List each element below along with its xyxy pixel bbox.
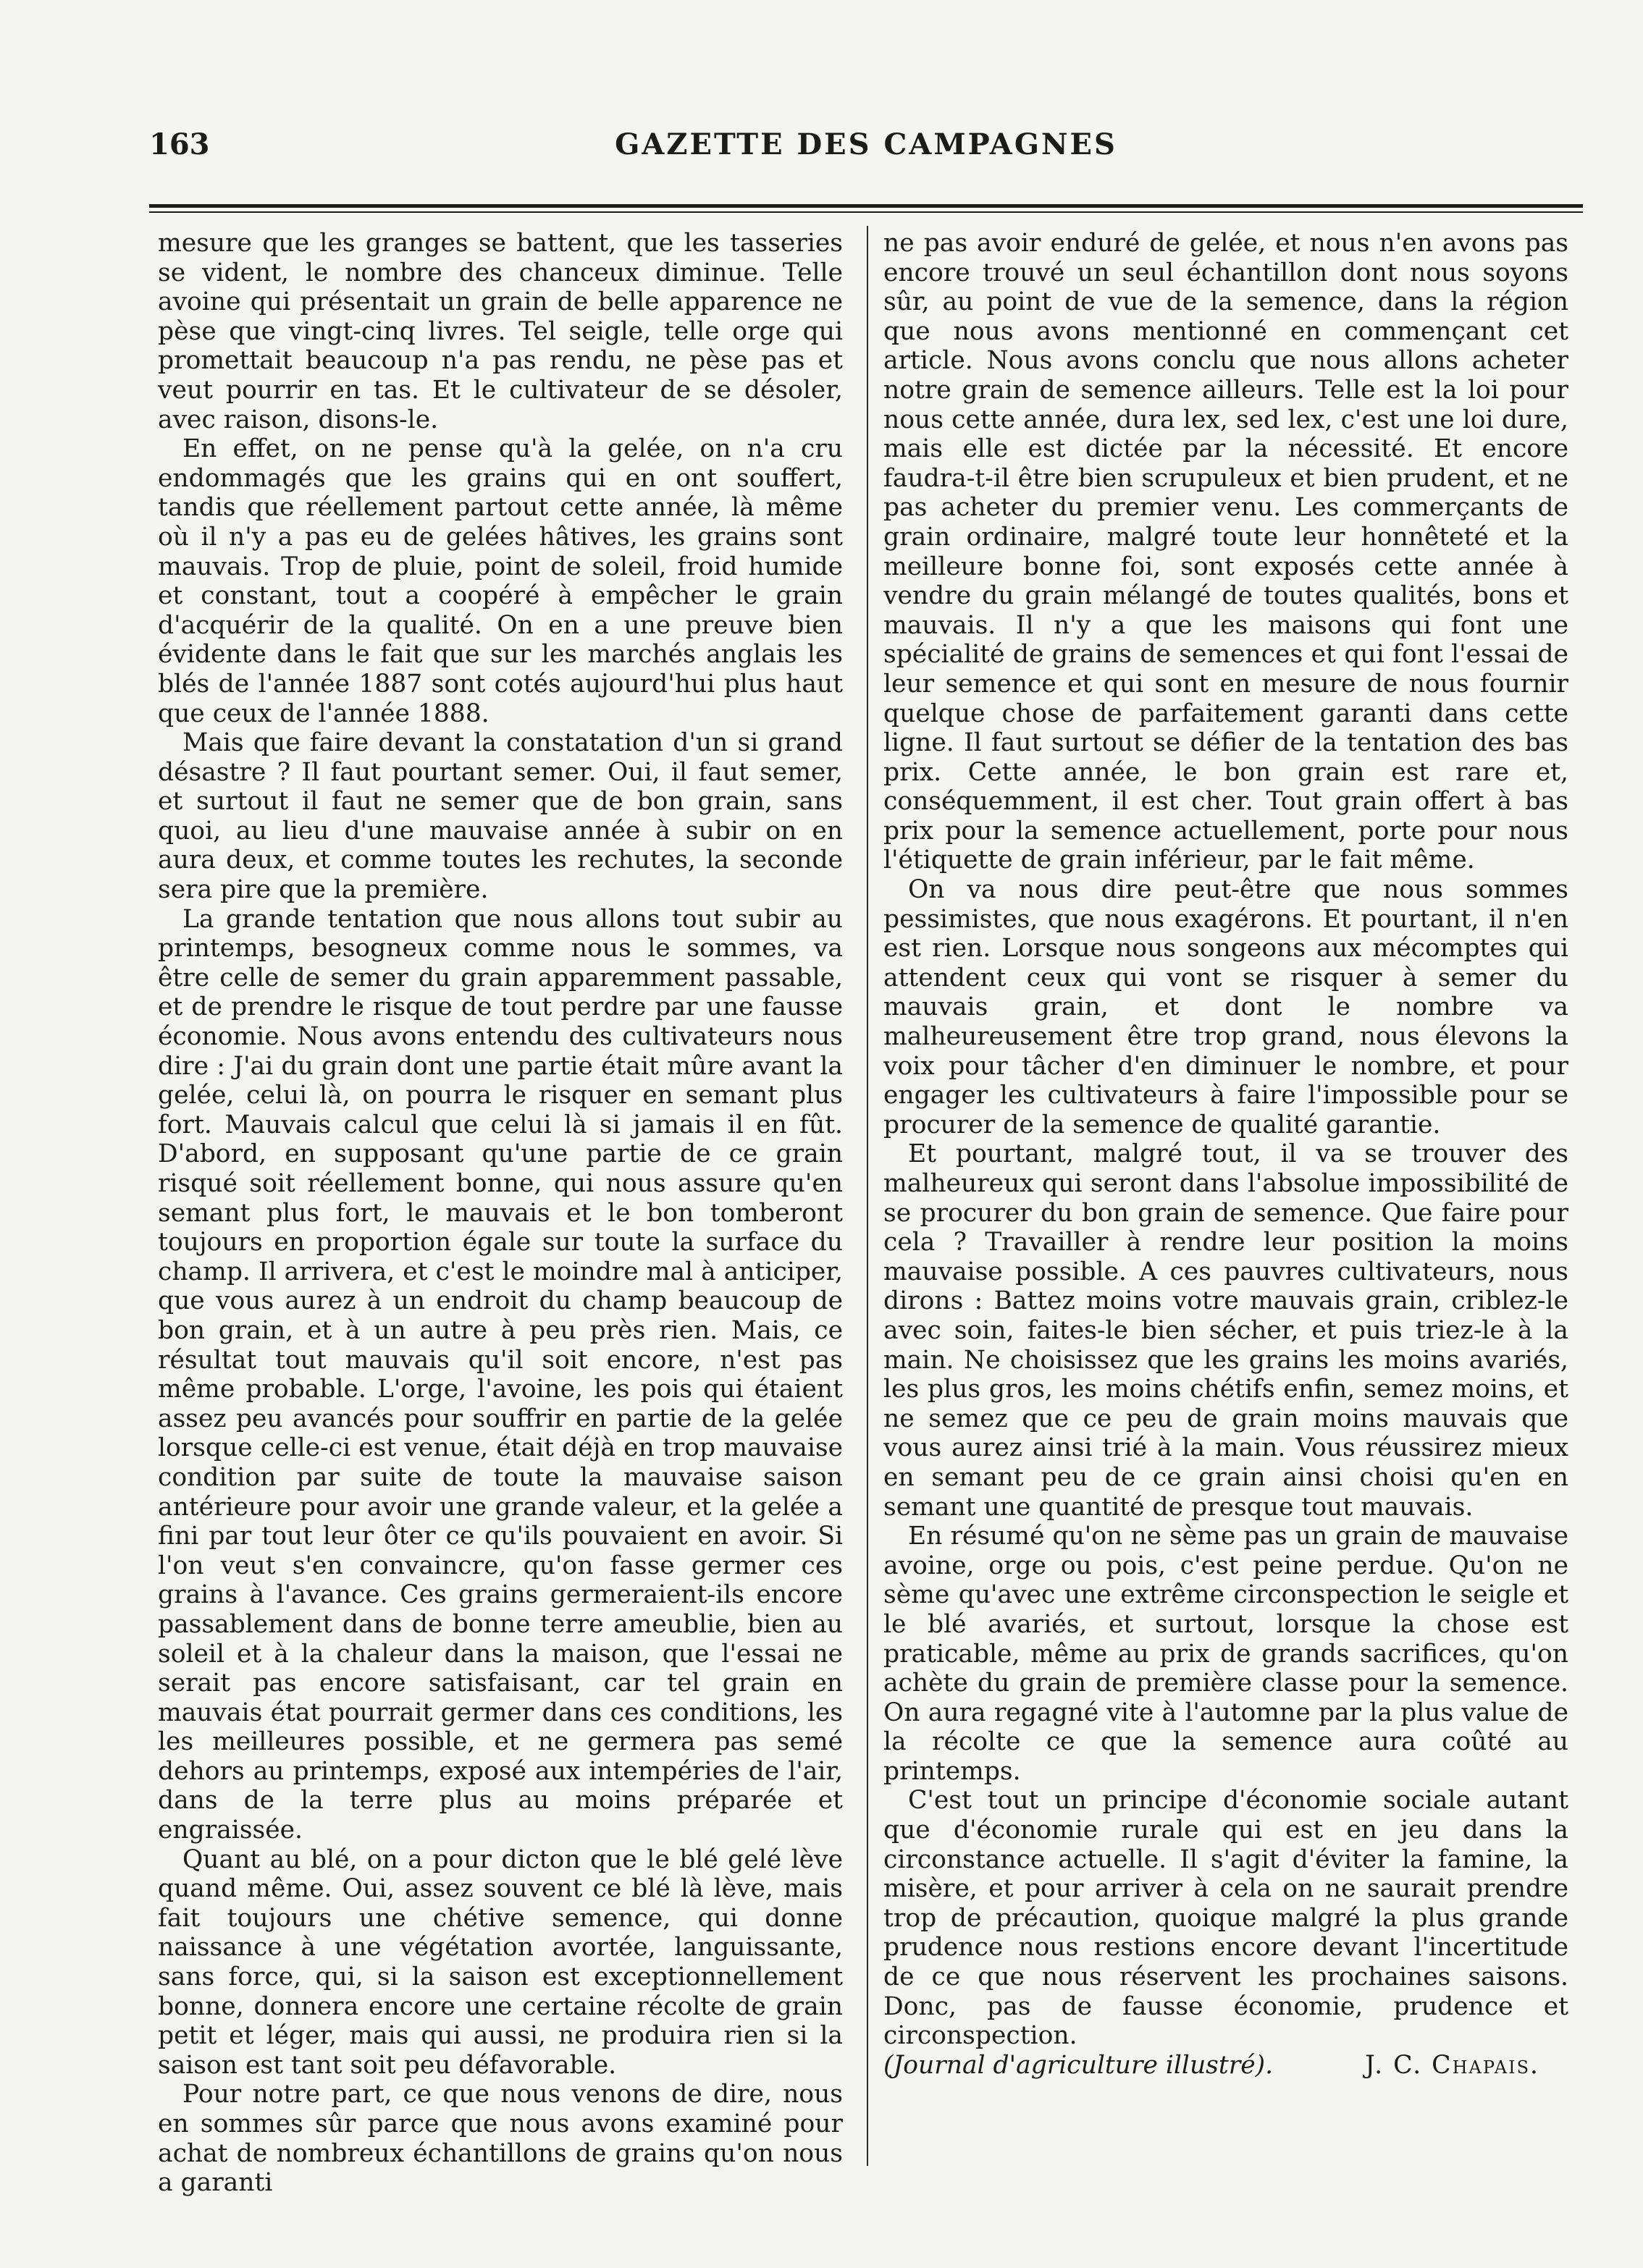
author-signature: J. C. Chapais. xyxy=(1364,2050,1539,2080)
paragraph: En effet, on ne pense qu'à la gelée, on n'a cru endommagés que les grains qui en ont souffert, tandis que réellement partout cette année, là même où il n'y a pas eu de gelées hâtives, les grains sont mauvais. Trop de pluie, point de soleil, froid humide et constant, tout a coopéré à empêcher le grain d'acquérir de la qualité. On en a une preuve bien évidente dans le fait que sur les marchés anglais les blés de l'année 1887 sont cotés aujourd'hui plus haut que ceux de l'année 1888. xyxy=(158,434,843,728)
paragraph: Mais que faire devant la constatation d'un si grand désastre ? Il faut pourtant semer. Oui, il faut semer, et surtout il faut ne semer que de bon grain, sans quoi, au lieu d'une mauvaise année à subir on en aura deux, et comme toutes les rechutes, la seconde sera pire que la première. xyxy=(158,728,843,905)
header-rule-thin xyxy=(149,211,1583,213)
paragraph: Et pourtant, malgré tout, il va se trouver des malheureux qui seront dans l'absolue impossibilité de se procurer du bon grain de semence. Que faire pour cela ? Travailler à rendre leur position la moins mauvaise possible. A ces pauvres cultivateurs, nous dirons : Battez moins votre mauvais grain, criblez-le avec soin, faites-le bien sécher, et puis triez-le à la main. Ne choisissez que les grains les moins avariés, les plus gros, les moins chétifs enfin, semez moins, et ne semez que ce peu de grain moins mauvais que vous aurez ainsi trié à la main. Vous réussirez mieux en semant peu de ce grain ainsi choisi qu'en en semant une quantité de presque tout mauvais. xyxy=(883,1139,1568,1522)
article-signoff xyxy=(883,2051,1568,2081)
paragraph: C'est tout un principe d'économie sociale autant que d'économie rurale qui est en jeu dans la circonstance actuelle. Il s'agit d'éviter la famine, la misère, et pour arriver à cela on ne saurait prendre trop de précaution, quoique malgré la plus grande prudence nous restions encore devant l'incertitude de ce que nous réservent les prochaines saisons. Donc, pas de fausse économie, prudence et circonspection. xyxy=(883,1786,1568,2051)
page-header xyxy=(149,123,1583,166)
right-column xyxy=(883,229,1568,2212)
paragraph: On va nous dire peut-être que nous sommes pessimistes, que nous exagérons. Et pourtant, il n'en est rien. Lorsque nous songeons aux mécomptes qui attendent ceux qui vont se risquer à semer du mauvais grain, et dont le nombre va malheureusement être trop grand, nous élevons la voix pour tâcher d'en diminuer le nombre, et pour engager les cultivateurs à faire l'impossible pour se procurer de la semence de qualité garantie. xyxy=(883,875,1568,1139)
paragraph: Quant au blé, on a pour dicton que le blé gelé lève quand même. Oui, assez souvent ce blé là lève, mais fait toujours une chétive semence, qui donne naissance à une végétation avortée, languissante, sans force, qui, si la saison est exceptionnellement bonne, donnera encore une certaine récolte de grain petit et léger, mais qui aussi, ne produira rien si la saison est tant soit peu défavorable. xyxy=(158,1845,843,2080)
page-number: 163 xyxy=(149,127,210,161)
paragraph: mesure que les granges se battent, que les tasseries se vident, le nombre des chanceux diminue. Telle avoine qui présentait un grain de belle apparence ne pèse que vingt-cinq livres. Tel seigle, telle orge qui promettait beaucoup n'a pas rendu, ne pèse pas et veut pourrir en tas. Et le cultivateur de se désoler, avec raison, disons-le. xyxy=(158,229,843,434)
header-rule-thick xyxy=(149,204,1583,208)
running-title: GAZETTE DES CAMPAGNES xyxy=(615,127,1117,161)
column-divider xyxy=(867,226,868,2166)
paragraph: En résumé qu'on ne sème pas un grain de mauvaise avoine, orge ou pois, c'est peine perdue. Qu'on ne sème qu'avec une extrême circonspection le seigle et le blé avariés, et surtout, lorsque la chose est praticable, même au prix de grands sacrifices, qu'on achète du grain de première classe pour la semence. On aura regagné vite à l'automne par la plus value de la récolte ce que la semence aura coûté au printemps. xyxy=(883,1522,1568,1786)
paragraph: ne pas avoir enduré de gelée, et nous n'en avons pas encore trouvé un seul échantillon dont nous soyons sûr, au point de vue de la semence, dans la région que nous avons mentionné en commençant cet article. Nous avons conclu que nous allons acheter notre grain de semence ailleurs. Telle est la loi pour nous cette année, dura lex, sed lex, c'est une loi dure, mais elle est dictée par la nécessité. Et encore faudra-t-il être bien scrupuleux et bien prudent, et ne pas acheter du premier venu. Les commerçants de grain ordinaire, malgré toute leur honnêteté et la meilleure bonne foi, sont exposés cette année à vendre du grain mélangé de toutes qualités, bons et mauvais. Il n'y a que les maisons qui font une spécialité de grains de semences et qui font l'essai de leur semence et qui sont en mesure de nous fournir quelque chose de parfaitement garanti dans cette ligne. Il faut surtout se défier de la tentation des bas prix. Cette année, le bon grain est rare et, conséquemment, il est cher. Tout grain offert à bas prix pour la semence actuellement, porte pour nous l'étiquette de grain inférieur, par le fait même. xyxy=(883,229,1568,875)
paragraph: La grande tentation que nous allons tout subir au printemps, besogneux comme nous le sommes, va être celle de semer du grain apparemment passable, et de prendre le risque de tout perdre par une fausse économie. Nous avons entendu des cultivateurs nous dire : J'ai du grain dont une partie était mûre avant la gelée, celui là, on pourra le risquer en semant plus fort. Mauvais calcul que celui là si jamais il en fût. D'abord, en supposant qu'une partie de ce grain risqué soit réellement bonne, qui nous assure qu'en semant plus fort, le mauvais et le bon tomberont toujours en proportion égale sur toute la surface du champ. Il arrivera, et c'est le moindre mal à anticiper, que vous aurez à un endroit du champ beaucoup de bon grain, et à un autre à peu près rien. Mais, ce résultat tout mauvais qu'il soit encore, n'est pas même probable. L'orge, l'avoine, les pois qui étaient assez peu avancés pour souffrir en partie de la gelée lorsque celle-ci est venue, était déjà en trop mauvaise condition par suite de toute la mauvaise saison antérieure pour avoir une grande valeur, et la gelée a fini par tout leur ôter ce qu'ils pouvaient en avoir. Si l'on veut s'en convaincre, qu'on fasse germer ces grains à l'avance. Ces grains germeraient-ils encore passablement dans de bonne terre ameublie, bien au soleil et à la chaleur dans la maison, que l'essai ne serait pas encore satisfaisant, car tel grain en mauvais état pourrait germer dans ces conditions, les les meilleures possible, et ne germera pas semé dehors au printemps, exposé aux intempéries de l'air, dans de la terre plus au moins préparée et engraissée. xyxy=(158,904,843,1845)
paragraph: Pour notre part, ce que nous venons de dire, nous en sommes sûr parce que nous avons examiné pour achat de nombreux échantillons de grains qu'on nous a garanti xyxy=(158,2080,843,2198)
source-citation: (Journal d'agriculture illustré). xyxy=(883,2050,1274,2080)
left-column xyxy=(158,229,843,2212)
